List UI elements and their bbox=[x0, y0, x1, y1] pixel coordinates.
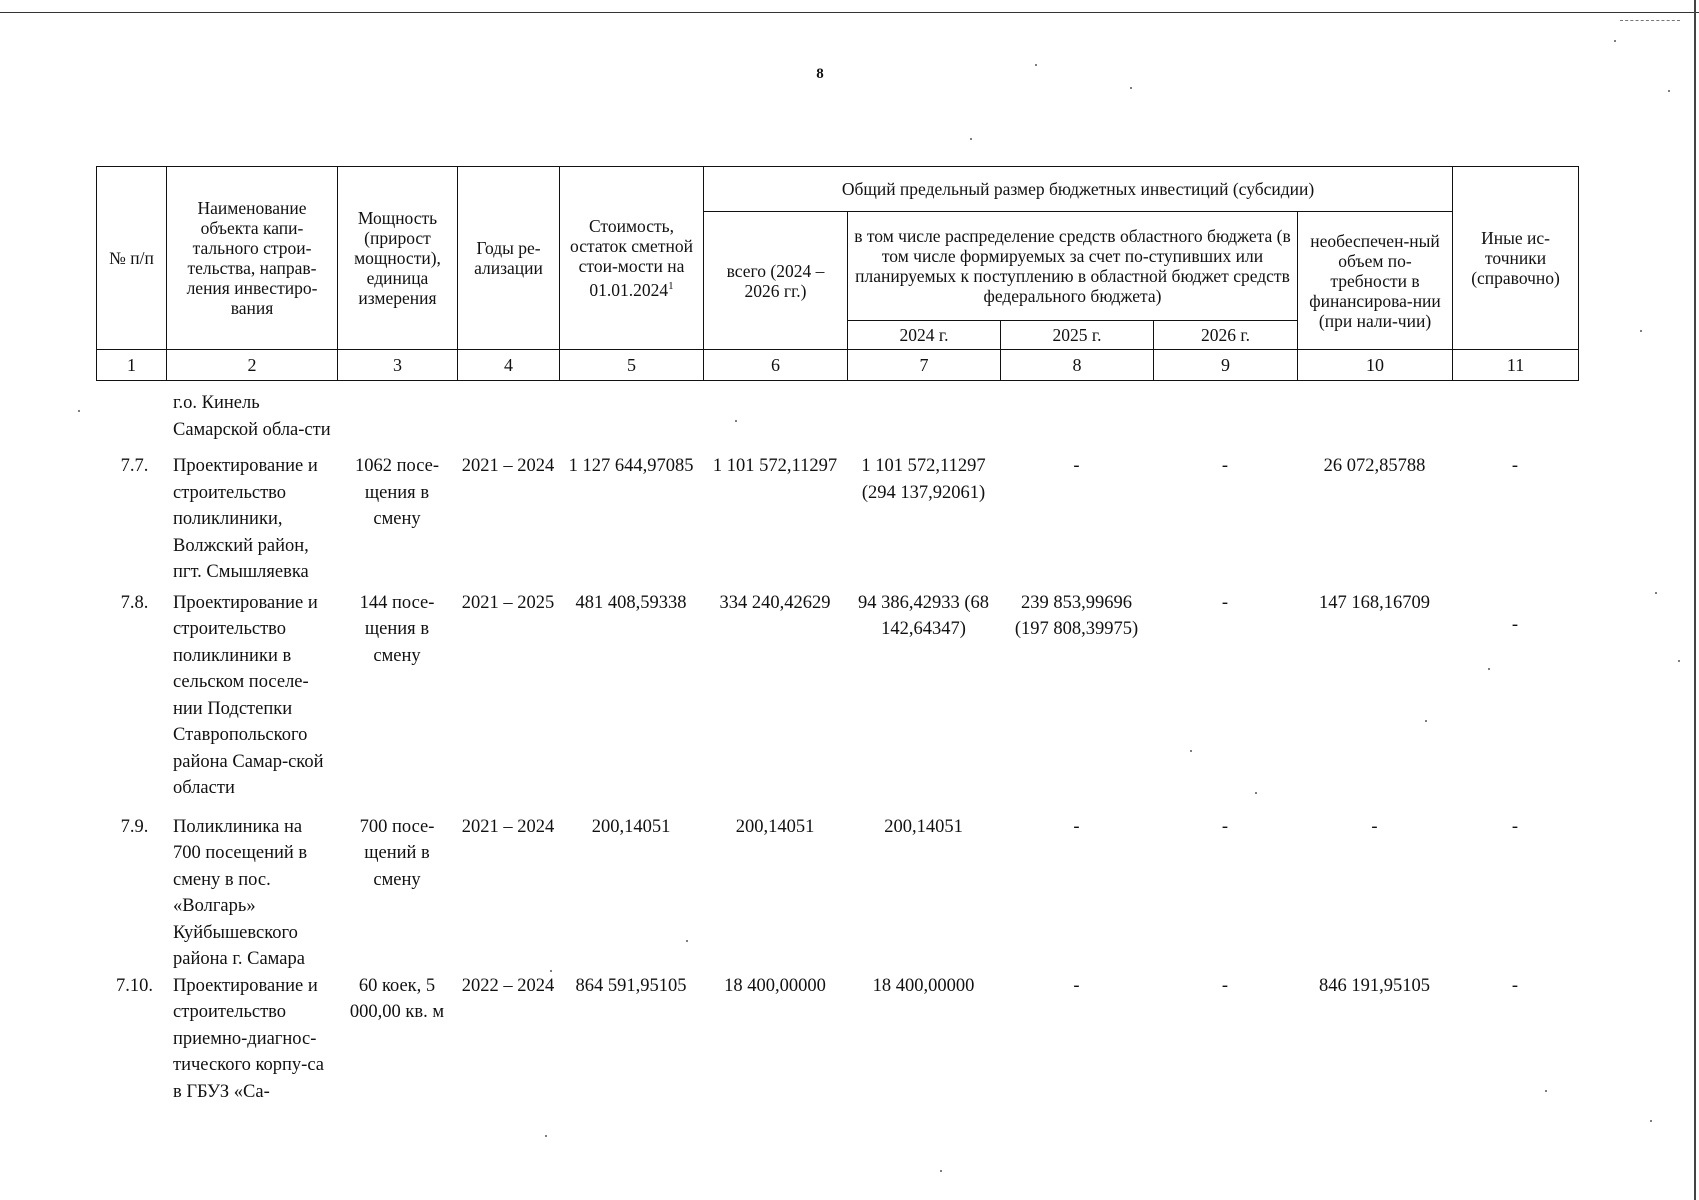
header-col-no: № п/п bbox=[97, 167, 167, 350]
col-number-1: 1 bbox=[97, 350, 167, 381]
object-name: Поликлиника на 700 посещений в смену в пос. «Волгарь» Куйбышевского района г. Самара bbox=[173, 816, 308, 969]
amount-2026 bbox=[1153, 390, 1297, 453]
header-year-2024: 2024 г. bbox=[848, 321, 1001, 350]
top-rule bbox=[0, 12, 1699, 13]
header-group-title: Общий предельный размер бюджетных инвестиций (субсидии) bbox=[704, 167, 1453, 212]
cost: 864 591,95105 bbox=[575, 975, 687, 996]
scan-speck bbox=[686, 940, 688, 942]
header-col-cost-text: Стоимость, остаток сметной стои-мости на 01.01.2024 bbox=[570, 216, 693, 300]
years: 2021 – 2025 bbox=[461, 592, 555, 613]
table-row bbox=[96, 814, 1578, 973]
footnote-marker: 1 bbox=[668, 280, 674, 293]
row-number: 7.9. bbox=[120, 816, 149, 837]
col-number-10: 10 bbox=[1298, 350, 1453, 381]
cost: 1 127 644,97085 bbox=[568, 456, 694, 476]
scan-speck bbox=[735, 420, 737, 422]
amount-2026: - bbox=[1221, 456, 1229, 476]
years bbox=[457, 390, 559, 453]
table-row bbox=[96, 973, 1578, 1106]
page-edge bbox=[1694, 0, 1696, 1200]
amount-2025: 239 853,99696 (197 808,39975) bbox=[1014, 592, 1139, 639]
years: 2022 – 2024 bbox=[461, 975, 555, 996]
table-row bbox=[96, 453, 1578, 590]
col-number-5: 5 bbox=[560, 350, 704, 381]
row-number: 7.8. bbox=[120, 592, 149, 613]
amount-2026: - bbox=[1221, 975, 1229, 996]
col-number-11: 11 bbox=[1453, 350, 1579, 381]
col-number-6: 6 bbox=[704, 350, 848, 381]
total: 334 240,42629 bbox=[719, 592, 831, 613]
capacity bbox=[337, 390, 457, 453]
total: 1 101 572,11297 bbox=[712, 456, 838, 476]
scan-speck bbox=[1255, 792, 1257, 794]
capacity: 700 посе-щений в смену bbox=[359, 816, 435, 890]
scan-speck bbox=[1425, 720, 1427, 722]
header-col-unsecured: необеспечен-ный объем по-требности в финансирова-нии (при нали-чии) bbox=[1298, 212, 1453, 350]
row-number bbox=[96, 390, 166, 453]
object-name: г.о. Кинель Самарской обла-сти bbox=[173, 393, 331, 440]
total bbox=[703, 390, 847, 453]
col-number-3: 3 bbox=[338, 350, 458, 381]
object-name: Проектирование и строительство поликлиники в сельском поселе-нии Подстепки Ставропольского района Самар-ской области bbox=[173, 592, 324, 798]
object-name: Проектирование и строительство поликлиники, Волжский район, пгт. Смышляевка bbox=[173, 456, 318, 582]
scan-speck bbox=[940, 1170, 942, 1172]
scan-speck bbox=[1130, 87, 1132, 89]
other-sources bbox=[1452, 390, 1578, 453]
capacity: 1062 посе-щения в смену bbox=[354, 456, 440, 529]
col-number-7: 7 bbox=[848, 350, 1001, 381]
row-number: 7.10. bbox=[116, 975, 153, 996]
table-row bbox=[96, 390, 1578, 453]
amount-2024: 1 101 572,11297 (294 137,92061) bbox=[861, 456, 986, 503]
header-col-total: всего (2024 – 2026 гг.) bbox=[704, 212, 848, 350]
col-number-9: 9 bbox=[1154, 350, 1298, 381]
scan-speck bbox=[550, 970, 552, 972]
header-col-distribution: в том числе распределение средств областного бюджета (в том числе формируемых за счет по-ступивших или планируемых к поступлению в областной бюджет средств федерального бюджета) bbox=[848, 212, 1298, 321]
amount-2025: - bbox=[1073, 456, 1080, 476]
years: 2021 – 2024 bbox=[461, 456, 555, 476]
header-col-name: Наименование объекта капи-тального строи-тельства, направ-ления инвестиро-вания bbox=[167, 167, 338, 350]
header-col-capacity: Мощность (прирост мощности), единица измерения bbox=[338, 167, 458, 350]
unsecured: - bbox=[1371, 816, 1378, 837]
scan-speck bbox=[1035, 64, 1037, 66]
header-col-years: Годы ре-ализации bbox=[458, 167, 560, 350]
amount-2024 bbox=[847, 390, 1000, 453]
unsecured bbox=[1297, 390, 1452, 453]
cost bbox=[559, 390, 703, 453]
scan-speck bbox=[1190, 750, 1192, 752]
scan-speck bbox=[1650, 1120, 1652, 1122]
scan-speck bbox=[1614, 40, 1616, 42]
scan-speck bbox=[970, 138, 972, 140]
col-number-2: 2 bbox=[167, 350, 338, 381]
amount-2024: 18 400,00000 bbox=[872, 975, 975, 996]
table-row bbox=[96, 590, 1578, 814]
scan-speck bbox=[1640, 330, 1642, 332]
col-number-4: 4 bbox=[458, 350, 560, 381]
col-number-8: 8 bbox=[1001, 350, 1154, 381]
header-col-other: Иные ис-точники (справочно) bbox=[1453, 167, 1579, 350]
scan-speck bbox=[1678, 660, 1680, 662]
amount-2026: - bbox=[1221, 592, 1229, 613]
amount-2025 bbox=[1000, 390, 1153, 453]
other-sources: - bbox=[1511, 614, 1519, 635]
scan-speck bbox=[1545, 1090, 1547, 1092]
amount-2025: - bbox=[1073, 975, 1080, 996]
cost: 481 408,59338 bbox=[575, 592, 687, 613]
table-body bbox=[96, 390, 1578, 1105]
total: 200,14051 bbox=[735, 816, 815, 837]
amount-2026: - bbox=[1221, 816, 1229, 837]
scan-speck bbox=[1655, 592, 1657, 594]
scan-speck bbox=[545, 1135, 547, 1137]
header-year-2026: 2026 г. bbox=[1154, 321, 1298, 350]
scan-speck bbox=[1488, 668, 1490, 670]
object-name: Проектирование и строительство приемно-диагнос-тического корпу-са в ГБУЗ «Са- bbox=[173, 975, 324, 1102]
other-sources: - bbox=[1511, 975, 1519, 996]
row-number: 7.7. bbox=[120, 456, 149, 476]
capacity: 60 коек, 5 000,00 кв. м bbox=[349, 975, 445, 1022]
page-number: 8 bbox=[816, 66, 824, 82]
capacity: 144 посе-щения в смену bbox=[359, 592, 435, 666]
unsecured: 26 072,85788 bbox=[1323, 456, 1426, 476]
other-sources: - bbox=[1511, 456, 1519, 476]
top-rule-dashed bbox=[1620, 20, 1680, 21]
cost: 200,14051 bbox=[591, 816, 671, 837]
table-header bbox=[96, 166, 1579, 381]
scan-speck bbox=[78, 410, 80, 412]
scan-speck bbox=[1668, 90, 1670, 92]
other-sources: - bbox=[1511, 816, 1519, 837]
amount-2024: 94 386,42933 (68 142,64347) bbox=[857, 592, 990, 639]
amount-2025: - bbox=[1073, 816, 1080, 837]
header-year-2025: 2025 г. bbox=[1001, 321, 1154, 350]
total: 18 400,00000 bbox=[724, 975, 826, 996]
unsecured: 846 191,95105 bbox=[1319, 975, 1430, 996]
unsecured: 147 168,16709 bbox=[1319, 592, 1430, 613]
header-col-cost bbox=[560, 167, 704, 350]
years: 2021 – 2024 bbox=[461, 816, 555, 837]
amount-2024: 200,14051 bbox=[884, 816, 963, 837]
